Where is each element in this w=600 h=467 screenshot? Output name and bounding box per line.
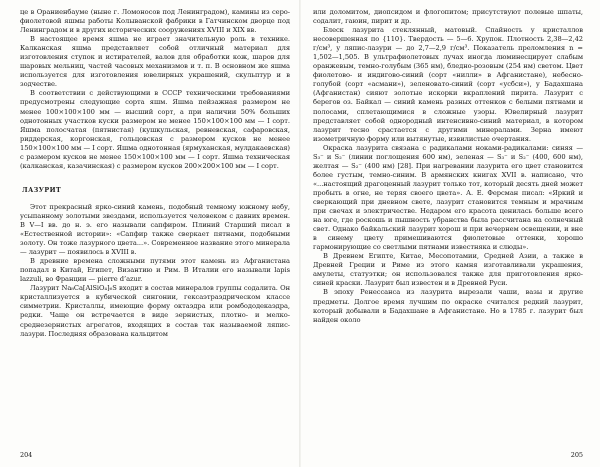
spacer: [20, 171, 290, 180]
paragraph: В соответствии с действующими в СССР техническими требованиями предусмотрены следующие сорта яшм. Яшма пейзажная размером не менее 100×100×100 мм — высший сорт, а при наличии 50% больших однотонных участков куски размером не менее 150×100×100 мм — I сорт. Яшма полосчатая (пятнистая) (кушкульская, ревневская, сафаровская, риддерская, коргонская, гольцовская с размером кусков не менее 150×100×100 мм — I сорт. Яшма однотонная (ярмуханская, мулдакаевская) с размером кусков не менее 150×100×100 мм — I сорт. Яшма техническая (калканская, казачинская) с размером кусков 200×200×100 мм — I сорт.: [20, 89, 290, 170]
paragraph: В настоящее время яшма не играет значительную роль в технике. Калканская яшма представляет собой отличный материал для изготовления ступок и истирателей, валов для обработки кож, шаров для шаровых мельниц, частей часовых механизмов и т. п. В основном же яшма используется для изготовления ювелирных украшений, скульптур и в зодчестве.: [20, 35, 290, 89]
page-gutter: [299, 0, 301, 467]
page-number: 204: [20, 450, 33, 459]
paragraph: В эпоху Ренессанса из лазурита вырезали чаши, вазы и другие предметы. Долгое время лучшим по окраске считался редкий лазурит, который добывали в Бадахшане в Афганистане. Но в 1785 г. лазурит был найден около: [313, 288, 583, 324]
paragraph: Лазурит Na₈Ca[AlSiO₄]₆S входит в состав минералов группы содалита. Он кристаллизуется в кубической сингонии, гексаэтраэдрическом классе симметрии. Кристаллы, имеющие форму октаэдра или ромбододекаэдра, редки. Чаще он встречается в виде зернистых, плотно- и мелко-среднезернистых агрегатов, входящих в состав так называемой ляпис-лазури. Последняя образована кальцитом: [20, 284, 290, 338]
paragraph: В Древнем Египте, Китае, Месопотамии, Средней Азии, а также в Древней Греции и Риме из этого камня изготавливали украшения, амулеты, статуэтки; он использовался также для приготовления ярко-синей краски. Лазурит был известен и в Древней Руси.: [313, 252, 583, 288]
left-page: [20, 8, 290, 460]
paragraph: це в Ораниенбауме (ныне г. Ломоносов под Ленинградом), камины из серо-фиолетовой яшмы работы Колыванской фабрики в Гатчинском дворце под Ленинградом и в других исторических сооружениях XVIII и XIX вв.: [20, 8, 290, 35]
paragraph: Этот прекрасный ярко-синий камень, подобный темному южному небу, усыпанному золотыми звездами, используется человеком с давних времен. В V—I вв. до н. э. его называли сапфиром. Плиний Старший писал в «Естественной истории»: «Сапфир также сверкает пятнами, подобными золоту. Он тоже лазурного цвета...». Современное название этого минерала — лазурит — появилось в XVIII в.: [20, 202, 290, 257]
paragraph: Блеск лазурита стеклянный, матовый. Спайность у кристаллов несовершенная по {110}. Твердость — 5—6. Хрупок. Плотность 2,38—2,42 г/см³, у ляпис-лазури — до 2,7—2,9 г/см³. Показатель преломления n = 1,502—1,505. В ультрафиолетовых лучах иногда люминесцирует слабым оранжевым, темно-голубым (365 нм), бледно-розовым (254 нм) светом. Цвет фиолетово- и индигово-синий (сорт «нилли» в Афганистане), небесно-голубой (сорт «асмани»), зеленовато-синий (сорт «усбси»), у Бадахшана (Афганистан) сияют золотые искорки вкраплений пирита. Лазурит с берегов оз. Байкал — синий камень разных оттенков с белыми пятнами и полосами, сплетающимися в сложные узоры. Ювелирный лазурит представляет собой однородный интенсивно-синий материал, в котором лазурит тесно срастается с другими минералами. Зерна имеют изометричную форму или вытянутые, извилистые очертания.: [313, 26, 583, 143]
paragraph: Окраска лазурита связана с радикалами ноками-радикалами: синяя — S₃⁻ и S₂⁻ (линии поглощения 600 нм), зеленая — S₃⁻ и S₂⁻ (400, 600 нм), желтая — S₂⁻ (400 нм) [28]. При нагревании лазурита его цвет становится более густым, темно-синим. В армянских книгах XVII в. написано, что «...настоящий драгоценный лазурит только тот, который десять дней может пробыть в огне, не теряя своего цвета». А. Е. Ферсман писал: «Яркий и сверкающий при дневном свете, лазурит становится темным и мрачным при свечах и электричестве. Недаром его красота ценилась больше всего на юге, где роскошь и пышность убранства была рассчитана на солнечный свет. Однако байкальский лазурит хорош и при вечернем освещении, и вне в синему цвету примешиваются фиолетовые оттенки, хорошо гармонирующие со светлыми пятнами известняка и слюды».: [313, 143, 583, 252]
page-number: 205: [570, 450, 583, 459]
right-page: [313, 8, 583, 460]
paragraph: В древние времена сложными путями этот камень из Афганистана попадал в Китай, Египет, Византию и Рим. В Италии его называли lapis lazzuli, во Франции — pierre d’azur.: [20, 257, 290, 284]
section-heading: ЛАЗУРИТ: [22, 186, 62, 194]
paragraph: или доломитом, диопсидом и флогопитом; присутствуют полевые шпаты, содалит, гаюин, пирит и др.: [313, 8, 583, 26]
